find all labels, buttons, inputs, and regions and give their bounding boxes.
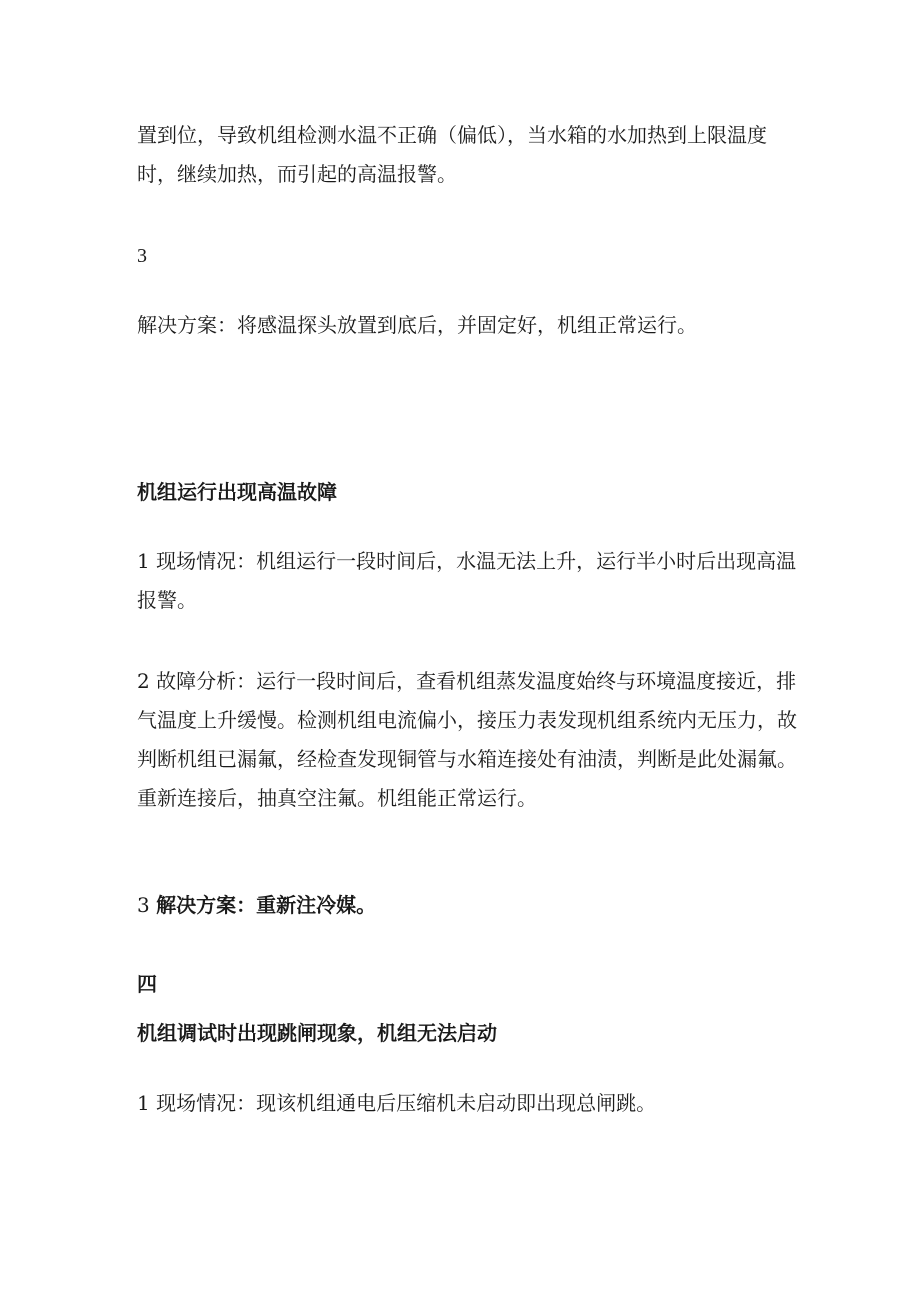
paragraph-text: 故障分析：运行一段时间后，查看机组蒸发温度始终与环境温度接近，排气温度上升缓慢。检测机组电流偏小，接压力表发现机组系统内无压力，故判断机组已漏氟，经检查发现铜管与水箱连接处有油渍，判断是此处漏氟。重新连接后，抽真空注氟。机组能正常运行。 xyxy=(137,669,797,810)
section-number-text: 四 xyxy=(137,972,157,996)
paragraph-text: 现场情况：现该机组通电后压缩机未启动即出现总闸跳。 xyxy=(156,1091,657,1115)
solution-paragraph-bold xyxy=(137,886,797,925)
paragraph-continued xyxy=(137,116,797,194)
fault-analysis-paragraph xyxy=(137,662,797,818)
section-number xyxy=(137,965,797,1004)
heading-text: 机组调试时出现跳闸现象，机组无法启动 xyxy=(137,1021,497,1045)
item-number: 2 xyxy=(137,669,150,693)
section-heading-trip xyxy=(137,1014,797,1053)
section-heading-high-temp xyxy=(137,473,797,512)
heading-text: 机组运行出现高温故障 xyxy=(137,480,337,504)
paragraph-text: 现场情况：机组运行一段时间后，水温无法上升，运行半小时后出现高温报警。 xyxy=(137,549,797,612)
site-situation-paragraph-2 xyxy=(137,1084,797,1123)
solution-paragraph xyxy=(137,306,797,345)
item-number-3 xyxy=(137,237,797,276)
item-number: 1 xyxy=(137,1091,150,1115)
item-number: 3 xyxy=(137,893,150,917)
item-number: 1 xyxy=(137,549,150,573)
item-number: 3 xyxy=(137,245,147,267)
paragraph-text: 置到位，导致机组检测水温不正确（偏低），当水箱的水加热到上限温度时，继续加热，而引起的高温报警。 xyxy=(137,123,767,186)
site-situation-paragraph xyxy=(137,542,797,620)
paragraph-text: 解决方案：将感温探头放置到底后，并固定好，机组正常运行。 xyxy=(137,313,697,337)
paragraph-text: 解决方案：重新注冷媒。 xyxy=(156,893,377,917)
